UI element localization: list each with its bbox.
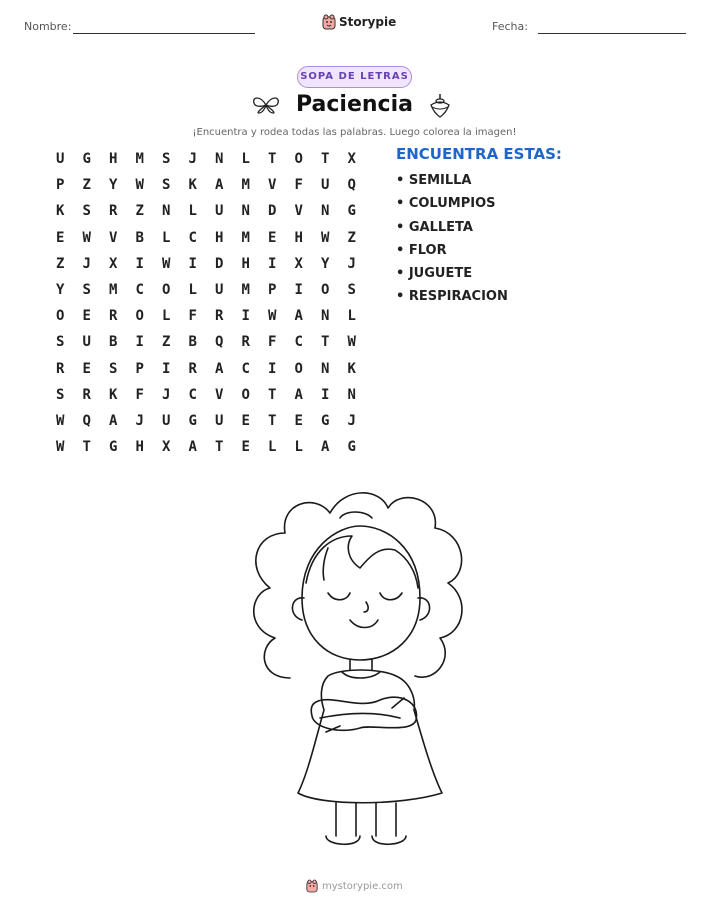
grid-letter[interactable]: P bbox=[135, 360, 144, 377]
activity-badge: SOPA DE LETRAS bbox=[297, 66, 412, 88]
grid-letter[interactable]: B bbox=[188, 334, 197, 351]
word-item: • GALLETA bbox=[396, 219, 473, 235]
grid-letter[interactable]: L bbox=[188, 282, 197, 299]
grid-letter[interactable]: O bbox=[162, 282, 171, 299]
grid-letter[interactable]: T bbox=[82, 439, 91, 456]
grid-letter[interactable]: C bbox=[188, 386, 197, 403]
grid-letter[interactable]: B bbox=[109, 334, 118, 351]
grid-letter[interactable]: N bbox=[321, 308, 330, 325]
grid-letter[interactable]: P bbox=[268, 282, 277, 299]
footer-url[interactable]: mystorypie.com bbox=[322, 880, 403, 892]
grid-row bbox=[47, 382, 365, 408]
grid-letter[interactable]: X bbox=[294, 255, 303, 272]
grid-row bbox=[47, 198, 365, 224]
grid-letter[interactable]: U bbox=[215, 282, 224, 299]
grid-letter[interactable]: I bbox=[162, 360, 171, 377]
grid-letter[interactable]: I bbox=[135, 255, 144, 272]
grid-letter[interactable]: K bbox=[109, 386, 118, 403]
grid-letter[interactable]: U bbox=[56, 151, 65, 168]
grid-letter[interactable]: U bbox=[321, 177, 330, 194]
grid-letter[interactable]: Q bbox=[215, 334, 224, 351]
grid-letter[interactable]: E bbox=[82, 308, 91, 325]
grid-letter[interactable]: K bbox=[56, 203, 65, 220]
grid-letter[interactable]: Z bbox=[162, 334, 171, 351]
grid-letter[interactable]: F bbox=[268, 334, 277, 351]
grid-letter[interactable]: E bbox=[241, 439, 250, 456]
grid-letter[interactable]: W bbox=[268, 308, 277, 325]
grid-row bbox=[47, 356, 365, 382]
instructions: ¡Encuentra y rodea todas las palabras. Luego colorea la imagen! bbox=[192, 127, 517, 138]
grid-letter[interactable]: U bbox=[215, 412, 224, 429]
grid-letter[interactable]: N bbox=[321, 203, 330, 220]
grid-letter[interactable]: U bbox=[215, 203, 224, 220]
grid-letter[interactable]: L bbox=[268, 439, 277, 456]
grid-letter[interactable]: A bbox=[188, 439, 197, 456]
grid-letter[interactable]: W bbox=[347, 334, 356, 351]
grid-letter[interactable]: D bbox=[268, 203, 277, 220]
spinning-top-icon bbox=[428, 93, 452, 119]
grid-letter[interactable]: S bbox=[56, 386, 65, 403]
grid-letter[interactable]: U bbox=[82, 334, 91, 351]
word-list bbox=[396, 172, 508, 312]
word-item: • COLUMPIOS bbox=[396, 196, 496, 212]
grid-letter[interactable]: Q bbox=[347, 177, 356, 194]
girl-coloring-illustration bbox=[220, 488, 480, 858]
grid-letter[interactable]: B bbox=[135, 229, 144, 246]
grid-letter[interactable]: K bbox=[347, 360, 356, 377]
grid-letter[interactable]: G bbox=[109, 439, 118, 456]
grid-letter[interactable]: L bbox=[188, 203, 197, 220]
grid-letter[interactable]: T bbox=[321, 334, 330, 351]
grid-letter[interactable]: L bbox=[162, 308, 171, 325]
grid-letter[interactable]: H bbox=[241, 255, 250, 272]
grid-row bbox=[47, 146, 365, 172]
grid-letter[interactable]: I bbox=[294, 282, 303, 299]
grid-letter[interactable]: T bbox=[268, 151, 277, 168]
grid-letter[interactable]: J bbox=[162, 386, 171, 403]
grid-letter[interactable]: R bbox=[188, 360, 197, 377]
grid-letter[interactable]: W bbox=[162, 255, 171, 272]
grid-letter[interactable]: G bbox=[321, 412, 330, 429]
grid-letter[interactable]: V bbox=[109, 229, 118, 246]
grid-letter[interactable]: V bbox=[268, 177, 277, 194]
grid-letter[interactable]: A bbox=[321, 439, 330, 456]
grid-row bbox=[47, 172, 365, 198]
grid-row bbox=[47, 225, 365, 251]
word-item: • JUGUETE bbox=[396, 266, 473, 282]
grid-letter[interactable]: P bbox=[56, 177, 65, 194]
grid-letter[interactable]: A bbox=[215, 360, 224, 377]
grid-row bbox=[47, 434, 365, 460]
grid-letter[interactable]: E bbox=[241, 412, 250, 429]
grid-letter[interactable]: S bbox=[82, 282, 91, 299]
grid-row bbox=[47, 251, 365, 277]
grid-letter[interactable]: S bbox=[162, 151, 171, 168]
grid-letter[interactable]: T bbox=[268, 386, 277, 403]
grid-letter[interactable]: S bbox=[109, 360, 118, 377]
grid-letter[interactable]: C bbox=[241, 360, 250, 377]
grid-letter[interactable]: G bbox=[188, 412, 197, 429]
grid-letter[interactable]: T bbox=[268, 412, 277, 429]
grid-letter[interactable]: H bbox=[135, 439, 144, 456]
word-item: • RESPIRACION bbox=[396, 289, 508, 305]
grid-letter[interactable]: F bbox=[188, 308, 197, 325]
grid-letter[interactable]: Z bbox=[347, 229, 356, 246]
grid-letter[interactable]: N bbox=[162, 203, 171, 220]
grid-letter[interactable]: J bbox=[135, 412, 144, 429]
page-title: Paciencia bbox=[296, 92, 413, 117]
grid-letter[interactable]: E bbox=[56, 229, 65, 246]
grid-letter[interactable]: R bbox=[109, 308, 118, 325]
grid-letter[interactable]: C bbox=[135, 282, 144, 299]
grid-letter[interactable]: L bbox=[347, 308, 356, 325]
grid-letter[interactable]: Q bbox=[82, 412, 91, 429]
grid-letter[interactable]: X bbox=[347, 151, 356, 168]
grid-row bbox=[47, 303, 365, 329]
grid-letter[interactable]: Z bbox=[56, 255, 65, 272]
grid-letter[interactable]: H bbox=[215, 229, 224, 246]
grid-letter[interactable]: F bbox=[294, 177, 303, 194]
grid-letter[interactable]: R bbox=[82, 386, 91, 403]
grid-letter[interactable]: W bbox=[56, 439, 65, 456]
grid-letter[interactable]: Y bbox=[321, 255, 330, 272]
grid-letter[interactable]: I bbox=[268, 360, 277, 377]
grid-letter[interactable]: A bbox=[294, 386, 303, 403]
grid-letter[interactable]: M bbox=[241, 229, 250, 246]
word-list-title: ENCUENTRA ESTAS: bbox=[396, 145, 562, 163]
grid-letter[interactable]: M bbox=[109, 282, 118, 299]
grid-letter[interactable]: R bbox=[56, 360, 65, 377]
name-line[interactable] bbox=[73, 33, 255, 34]
grid-row bbox=[47, 408, 365, 434]
grid-letter[interactable]: S bbox=[162, 177, 171, 194]
grid-letter[interactable]: D bbox=[215, 255, 224, 272]
grid-letter[interactable]: S bbox=[82, 203, 91, 220]
grid-letter[interactable]: O bbox=[56, 308, 65, 325]
word-item: • SEMILLA bbox=[396, 173, 472, 188]
grid-letter[interactable]: T bbox=[321, 151, 330, 168]
grid-letter[interactable]: L bbox=[162, 229, 171, 246]
grid-letter[interactable]: H bbox=[109, 151, 118, 168]
grid-letter[interactable]: A bbox=[109, 412, 118, 429]
grid-letter[interactable]: F bbox=[135, 386, 144, 403]
grid-letter[interactable]: G bbox=[347, 203, 356, 220]
grid-letter[interactable]: K bbox=[188, 177, 197, 194]
grid-letter[interactable]: W bbox=[82, 229, 91, 246]
grid-letter[interactable]: J bbox=[347, 412, 356, 429]
grid-letter[interactable]: M bbox=[241, 282, 250, 299]
date-label: Fecha: bbox=[492, 20, 528, 33]
grid-letter[interactable]: R bbox=[109, 203, 118, 220]
grid-letter[interactable]: N bbox=[241, 203, 250, 220]
grid-letter[interactable]: W bbox=[135, 177, 144, 194]
grid-letter[interactable]: V bbox=[215, 386, 224, 403]
name-label: Nombre: bbox=[24, 20, 72, 33]
grid-row bbox=[47, 277, 365, 303]
grid-letter[interactable]: I bbox=[321, 386, 330, 403]
grid-letter[interactable]: G bbox=[347, 439, 356, 456]
grid-letter[interactable]: X bbox=[162, 439, 171, 456]
grid-letter[interactable]: M bbox=[135, 151, 144, 168]
grid-letter[interactable]: M bbox=[241, 177, 250, 194]
grid-letter[interactable]: R bbox=[241, 334, 250, 351]
grid-letter[interactable]: E bbox=[82, 360, 91, 377]
word-item: • FLOR bbox=[396, 242, 447, 258]
grid-letter[interactable]: Y bbox=[109, 177, 118, 194]
grid-letter[interactable]: O bbox=[294, 360, 303, 377]
grid-letter[interactable]: O bbox=[241, 386, 250, 403]
grid-letter[interactable]: W bbox=[56, 412, 65, 429]
grid-letter[interactable]: N bbox=[215, 151, 224, 168]
grid-letter[interactable]: A bbox=[294, 308, 303, 325]
grid-letter[interactable]: W bbox=[321, 229, 330, 246]
grid-letter[interactable]: R bbox=[215, 308, 224, 325]
grid-letter[interactable]: A bbox=[215, 177, 224, 194]
grid-letter[interactable]: G bbox=[82, 151, 91, 168]
date-line[interactable] bbox=[538, 33, 686, 34]
grid-letter[interactable]: H bbox=[294, 229, 303, 246]
grid-row bbox=[47, 329, 365, 355]
brand-name: Storypie bbox=[339, 15, 397, 29]
brand-logo bbox=[322, 14, 396, 30]
grid-letter[interactable]: X bbox=[109, 255, 118, 272]
grid-letter[interactable]: I bbox=[268, 255, 277, 272]
grid-letter[interactable]: Z bbox=[135, 203, 144, 220]
grid-letter[interactable]: L bbox=[241, 151, 250, 168]
grid-letter[interactable]: J bbox=[188, 151, 197, 168]
grid-letter[interactable]: L bbox=[294, 439, 303, 456]
grid-letter[interactable]: Y bbox=[56, 282, 65, 299]
grid-letter[interactable]: C bbox=[294, 334, 303, 351]
grid-letter[interactable]: J bbox=[82, 255, 91, 272]
grid-letter[interactable]: I bbox=[188, 255, 197, 272]
grid-letter[interactable]: T bbox=[215, 439, 224, 456]
grid-letter[interactable]: S bbox=[56, 334, 65, 351]
grid-letter[interactable]: I bbox=[241, 308, 250, 325]
grid-letter[interactable]: Z bbox=[82, 177, 91, 194]
grid-letter[interactable]: O bbox=[321, 282, 330, 299]
grid-letter[interactable]: O bbox=[135, 308, 144, 325]
grid-letter[interactable]: S bbox=[347, 282, 356, 299]
grid-letter[interactable]: N bbox=[321, 360, 330, 377]
grid-letter[interactable]: I bbox=[135, 334, 144, 351]
storypie-logo-icon bbox=[322, 14, 336, 30]
grid-letter[interactable]: E bbox=[294, 412, 303, 429]
grid-letter[interactable]: C bbox=[188, 229, 197, 246]
grid-letter[interactable]: U bbox=[162, 412, 171, 429]
grid-letter[interactable]: E bbox=[268, 229, 277, 246]
storypie-logo-icon bbox=[306, 879, 318, 893]
grid-letter[interactable]: V bbox=[294, 203, 303, 220]
grid-letter[interactable]: N bbox=[347, 386, 356, 403]
grid-letter[interactable]: J bbox=[347, 255, 356, 272]
grid-letter[interactable]: O bbox=[294, 151, 303, 168]
footer bbox=[306, 879, 403, 893]
word-search-grid[interactable] bbox=[47, 146, 365, 460]
